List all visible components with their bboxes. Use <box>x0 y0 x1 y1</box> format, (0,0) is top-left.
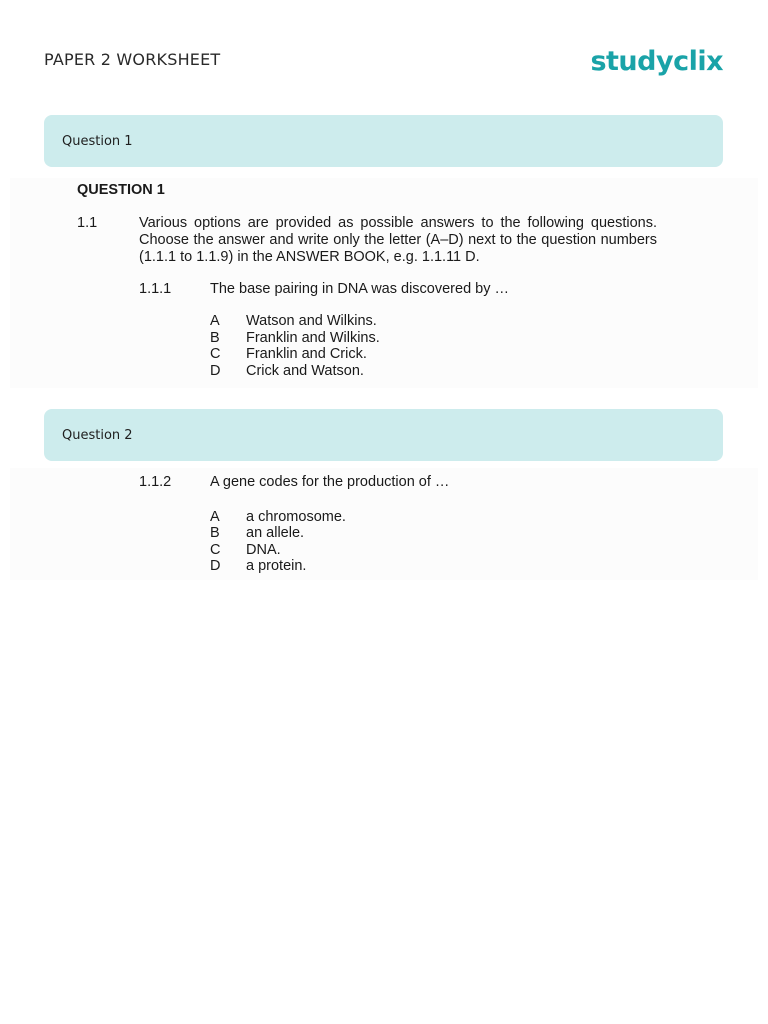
intro-number: 1.1 <box>77 215 98 231</box>
question-1-header[interactable] <box>44 115 723 167</box>
item-number: 1.1.1 <box>139 281 172 297</box>
option-text: Crick and Watson. <box>246 363 364 379</box>
option-text: a protein. <box>246 558 307 574</box>
option-letter: C <box>210 542 221 558</box>
question-2-header-label: Question 2 <box>62 428 133 443</box>
option-letter: B <box>210 330 220 346</box>
option-text: an allele. <box>246 525 305 541</box>
item-question-text: The base pairing in DNA was discovered by … <box>210 281 510 297</box>
option-text: a chromosome. <box>246 509 346 525</box>
question-2-content <box>10 468 758 580</box>
item-question-text: A gene codes for the production of … <box>210 474 450 490</box>
option-letter: A <box>210 509 220 525</box>
section-title: QUESTION 1 <box>77 182 165 198</box>
item-number: 1.1.2 <box>139 474 172 490</box>
option-letter: D <box>210 558 221 574</box>
option-text: Watson and Wilkins. <box>246 313 377 329</box>
question-2-header[interactable] <box>44 409 723 461</box>
intro-instructions: Various options are provided as possible answers to the following questions. Choose the answer and write only the letter (A–D) next to the question numbers (1.1.1 to 1.1.9) in the ANSWER BOOK, e.g. 1.1.11 D. <box>139 215 657 265</box>
option-text: DNA. <box>246 542 281 558</box>
document-title: PAPER 2 WORKSHEET <box>44 50 221 69</box>
option-letter: D <box>210 363 221 379</box>
question-1-content <box>10 178 758 388</box>
option-letter: A <box>210 313 220 329</box>
studyclix-logo[interactable]: studyclix <box>590 46 723 77</box>
option-letter: C <box>210 346 221 362</box>
option-text: Franklin and Crick. <box>246 346 367 362</box>
option-letter: B <box>210 525 220 541</box>
option-text: Franklin and Wilkins. <box>246 330 380 346</box>
question-1-header-label: Question 1 <box>62 134 133 149</box>
